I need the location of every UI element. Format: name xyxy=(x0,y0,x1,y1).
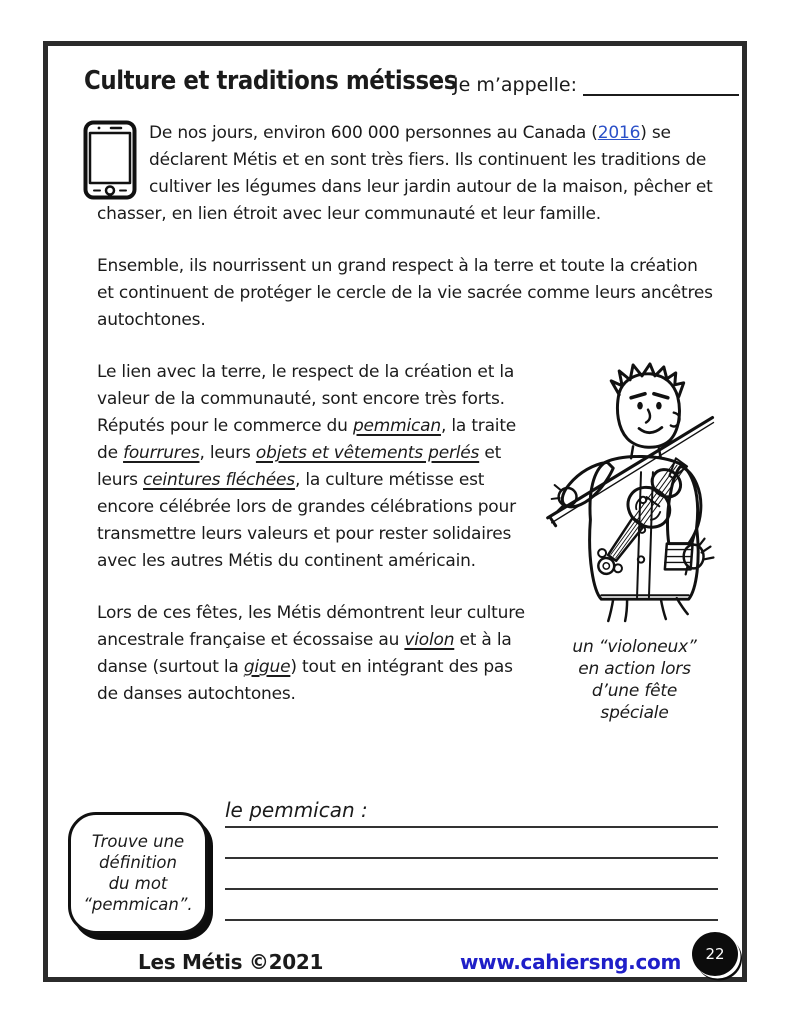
copyright-text: Les Métis ©2021 xyxy=(138,950,324,974)
intro-paragraph: De nos jours, environ 600 000 personnes au Canada (2016) se déclarent Métis et en sont très fiers. Ils continuent les traditions de cultiver les légumes dans leur jardin autour de la maison, pêcher et chasser, en lien étroit avec leur communauté et leur famille. xyxy=(97,120,713,228)
name-label: Je m’appelle: xyxy=(453,74,577,96)
underlined-term: gigue xyxy=(243,657,291,677)
website-link[interactable]: www.cahiersng.com xyxy=(460,950,682,974)
name-input-line[interactable] xyxy=(583,76,739,96)
underlined-term: objets et vêtements perlés xyxy=(255,443,480,463)
task-bubble: Trouve une définition du mot “pemmican”. xyxy=(68,812,208,934)
answer-line-1[interactable] xyxy=(225,798,718,828)
pemmican-label: le pemmican : xyxy=(225,798,368,822)
definition-area xyxy=(225,798,718,921)
celebration-paragraph: Lors de ces fêtes, les Métis démontrent leur culture ancestrale française et écossaise au violon et à la danse (surtout la gigue) tout en intégrant des pas de danses autochtones. xyxy=(97,603,525,704)
answer-line-3[interactable] xyxy=(225,859,718,890)
census-2016-link[interactable]: 2016 xyxy=(597,123,641,143)
answer-line-2[interactable] xyxy=(225,828,718,859)
underlined-term: violon xyxy=(404,630,455,650)
underlined-term: pemmican xyxy=(352,416,441,436)
figure-caption: un “violoneux” en action lors d’une fête spéciale xyxy=(572,637,697,723)
reading-text xyxy=(97,120,713,733)
name-row xyxy=(453,74,739,96)
page-number-badge: 22 xyxy=(692,932,738,976)
underlined-term: fourrures xyxy=(123,443,200,463)
respect-paragraph: Ensemble, ils nourrissent un grand respect à la terre et toute la création et continuent de protéger le cercle de la vie sacrée comme leurs ancêtres autochtones. xyxy=(97,256,713,330)
answer-line-4[interactable] xyxy=(225,890,718,921)
smartphone-icon xyxy=(83,120,137,200)
fiddler-illustration xyxy=(540,361,745,724)
culture-section xyxy=(97,359,713,723)
heritage-paragraph: Le lien avec la terre, le respect de la création et la valeur de la communauté, sont encore très forts. Réputés pour le commerce du pemmican, la traite de fourrures, leurs objets et vêtements perlés et leurs ceintures fléchées, la culture métisse est encore célébrée lors de grandes célébrations pour transmettre leurs valeurs et pour rester solidaires avec les autres Métis du continent américain. xyxy=(97,362,517,571)
underlined-term: ceintures fléchées xyxy=(143,470,295,490)
page-title: Culture et traditions métisses xyxy=(84,66,457,96)
